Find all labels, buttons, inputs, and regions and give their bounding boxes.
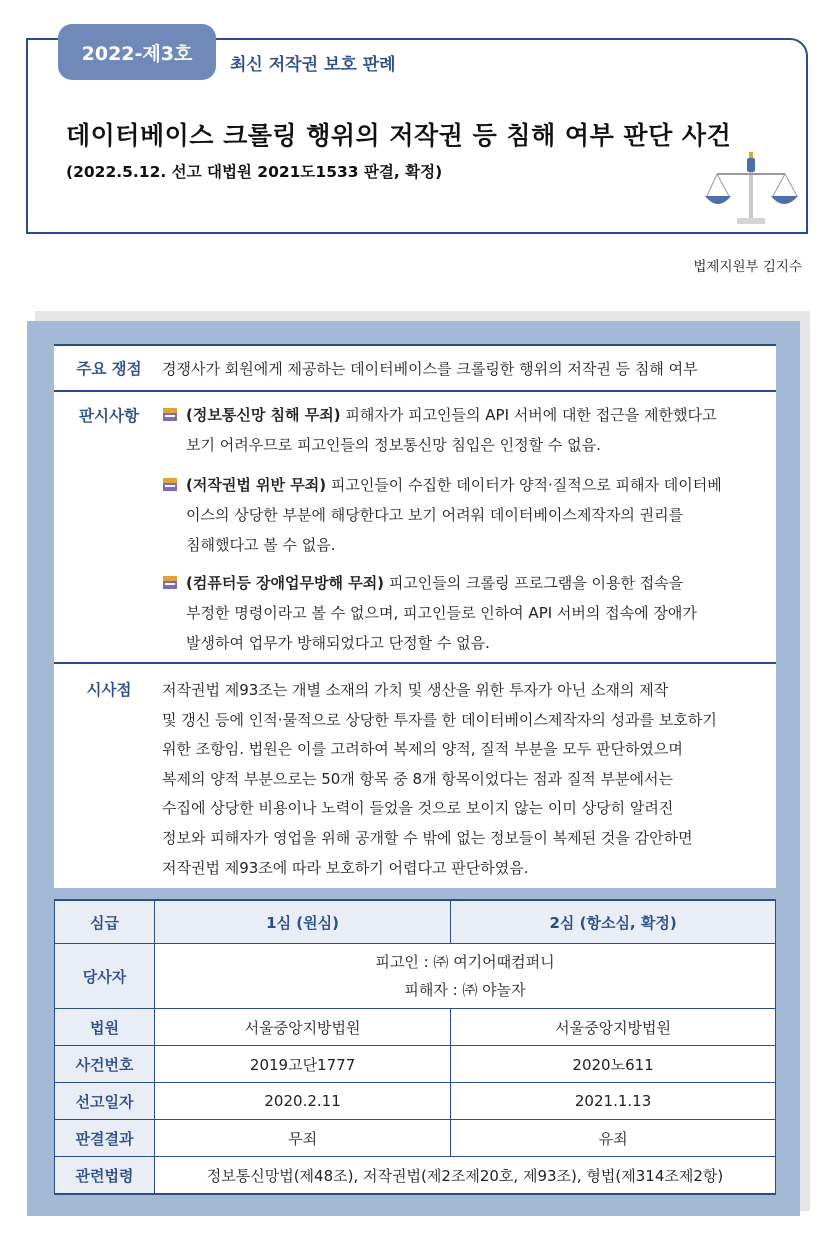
law-label: 관련법령 bbox=[55, 1157, 155, 1195]
ruling-head: (컴퓨터등 장애업무방해 무죄) bbox=[186, 574, 385, 592]
bullet-icon bbox=[162, 477, 178, 492]
table-row bbox=[55, 1083, 776, 1120]
ruling-item bbox=[162, 470, 762, 560]
ruling-label: 판시사항 bbox=[79, 407, 139, 425]
summary-box bbox=[54, 344, 776, 888]
ruling-head: (정보통신망 침해 무죄) bbox=[186, 406, 341, 424]
ruling-item bbox=[162, 568, 762, 658]
issue-row bbox=[54, 346, 776, 392]
table-header-row bbox=[55, 900, 776, 944]
victim: 피해자 : ㈜ 야놀자 bbox=[404, 981, 526, 999]
row-label: 선고일자 bbox=[55, 1083, 155, 1120]
law-row bbox=[55, 1157, 776, 1195]
cell-second: 유죄 bbox=[451, 1120, 776, 1157]
cell-first: 2019고단1777 bbox=[155, 1046, 451, 1083]
ruling-head: (저작권법 위반 무죄) bbox=[186, 476, 327, 494]
series-label: 최신 저작권 보호 판례 bbox=[230, 55, 396, 75]
cell-first: 무죄 bbox=[155, 1120, 451, 1157]
row-label: 사건번호 bbox=[55, 1046, 155, 1083]
table-row bbox=[55, 1009, 776, 1046]
ruling-body-line: 발생하여 업무가 방해되었다고 단정할 수 없음. bbox=[186, 634, 490, 652]
parties-label: 당사자 bbox=[55, 944, 155, 1009]
author-credit: 법제지원부 김지수 bbox=[693, 259, 802, 275]
cell-second: 서울중앙지방법원 bbox=[451, 1009, 776, 1046]
parties-cell bbox=[155, 944, 776, 1009]
ruling-body-line: 피고인들의 크롤링 프로그램을 이용한 접속을 bbox=[384, 574, 684, 592]
ruling-body-line: 침해했다고 볼 수 없음. bbox=[186, 536, 336, 554]
cell-second: 2020노611 bbox=[451, 1046, 776, 1083]
implication-label: 시사점 bbox=[86, 681, 132, 699]
issue-tab: 2022-제3호 bbox=[58, 24, 216, 80]
issue-label: 주요 쟁점 bbox=[76, 360, 142, 378]
ruling-row bbox=[54, 392, 776, 664]
table-row bbox=[55, 1120, 776, 1157]
ruling-body-line: 피해자가 피고인들의 API 서버에 대한 접근을 제한했다고 bbox=[340, 406, 717, 424]
law-text: 정보통신망법(제48조), 저작권법(제2조제20호, 제93조), 형법(제314조제2항) bbox=[155, 1157, 776, 1195]
col-second-instance: 2심 (항소심, 확정) bbox=[451, 900, 776, 944]
implication-line: 위한 조항임. 법원은 이를 고려하여 복제의 양적, 질적 부분을 모두 판단하였으며 bbox=[162, 740, 683, 759]
issue-text: 경쟁사가 회원에게 제공하는 데이터베이스를 크롤링한 행위의 저작권 등 침해 여부 bbox=[162, 360, 698, 378]
cell-first: 서울중앙지방법원 bbox=[155, 1009, 451, 1046]
implication-line: 저작권법 제93조는 개별 소재의 가치 및 생산을 위한 투자가 아닌 소재의 제작 bbox=[162, 681, 669, 699]
implication-line: 저작권법 제93조에 따라 보호하기 어렵다고 판단하였음. bbox=[162, 858, 529, 877]
col-label-instance: 심급 bbox=[55, 900, 155, 944]
scale-icon bbox=[703, 152, 799, 228]
row-label: 판결결과 bbox=[55, 1120, 155, 1157]
col-first-instance: 1심 (원심) bbox=[155, 900, 451, 944]
implication-line: 정보와 피해자가 영업을 위해 공개할 수 밖에 없는 정보들이 복제된 것을 감안하면 bbox=[162, 828, 693, 847]
ruling-body-line: 이스의 상당한 부분에 해당한다고 보기 어려워 데이터베이스제작자의 권리를 bbox=[186, 506, 684, 524]
ruling-body-line: 보기 어려우므로 피고인들의 정보통신망 침입은 인정할 수 없음. bbox=[186, 436, 601, 454]
parties-row bbox=[55, 944, 776, 1009]
case-title: 데이터베이스 크롤링 행위의 저작권 등 침해 여부 판단 사건 bbox=[66, 121, 732, 150]
implication-line: 수집에 상당한 비용이나 노력이 들었을 것으로 보이지 않는 이미 상당히 알려진 bbox=[162, 799, 674, 818]
implication-line: 및 갱신 등에 인적·물적으로 상당한 투자를 한 데이터베이스제작자의 성과를 보호하기 bbox=[162, 710, 717, 729]
table-row bbox=[55, 1046, 776, 1083]
row-label: 법원 bbox=[55, 1009, 155, 1046]
case-subtitle: (2022.5.12. 선고 대법원 2021도1533 판결, 확정) bbox=[66, 163, 443, 181]
implication-row bbox=[54, 664, 776, 888]
bullet-icon bbox=[162, 575, 178, 590]
cell-first: 2020.2.11 bbox=[155, 1083, 451, 1120]
defendant: 피고인 : ㈜ 여기어때컴퍼니 bbox=[375, 953, 555, 971]
implication-line: 복제의 양적 부분으로는 50개 항목 중 8개 항목이었다는 점과 질적 부분에서는 bbox=[162, 769, 674, 788]
cell-second: 2021.1.13 bbox=[451, 1083, 776, 1120]
ruling-body-line: 부정한 명령이라고 볼 수 없으며, 피고인들로 인하여 API 서버의 접속에 장애가 bbox=[186, 604, 697, 622]
case-table bbox=[54, 899, 776, 1195]
ruling-body-line: 피고인들이 수집한 데이터가 양적·질적으로 피해자 데이터베 bbox=[326, 476, 722, 494]
bullet-icon bbox=[162, 407, 178, 422]
ruling-item bbox=[162, 400, 762, 460]
implication-text bbox=[162, 676, 756, 883]
